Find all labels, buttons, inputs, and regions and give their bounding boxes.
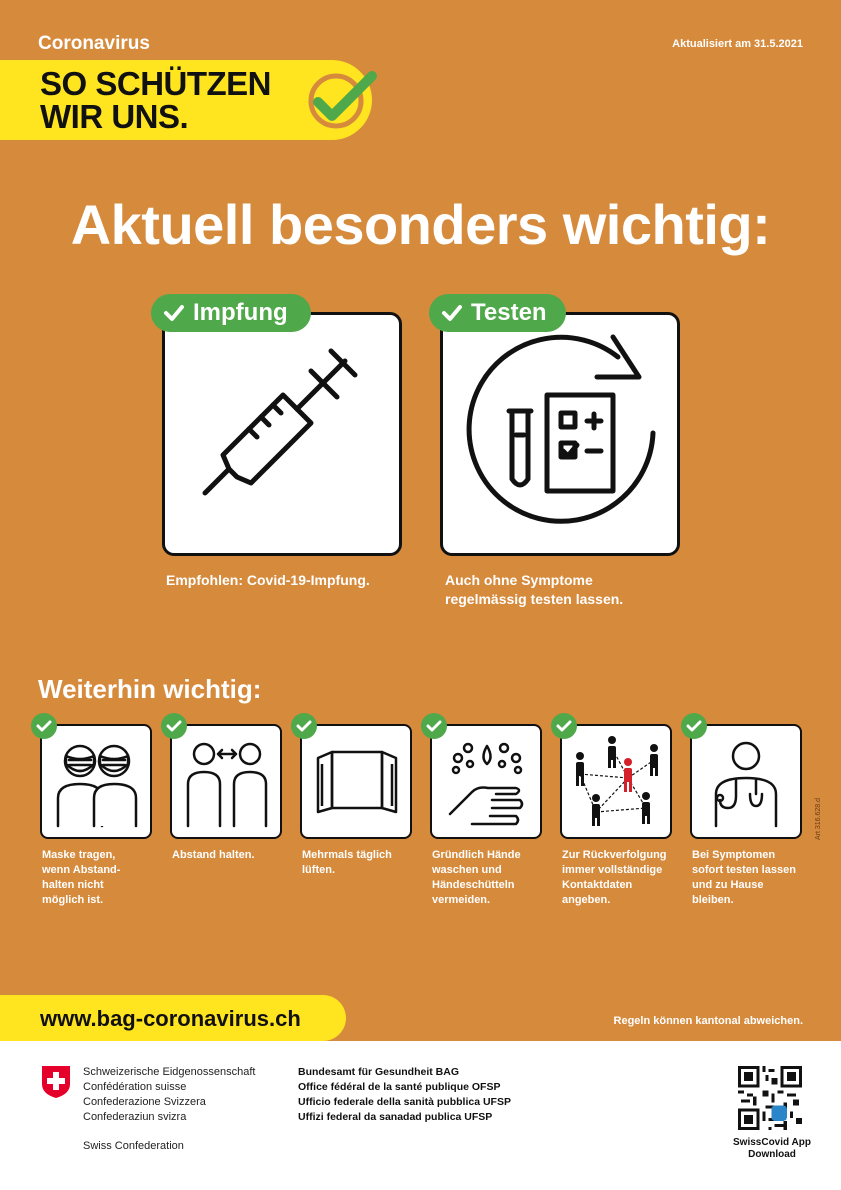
swiss-shield-icon <box>40 1064 72 1100</box>
caption-line: möglich ist. <box>42 894 104 906</box>
topic-label: Coronavirus <box>38 33 150 54</box>
check-badge <box>161 713 187 739</box>
check-badge <box>681 713 707 739</box>
check-badge <box>551 713 577 739</box>
caption-line: bleiben. <box>692 894 734 906</box>
qr-code[interactable] <box>738 1066 802 1130</box>
measure-tile-contact-tracing <box>560 724 672 839</box>
syringe-icon <box>165 315 399 553</box>
checkmark-badge-icon <box>302 66 378 132</box>
caption-line: Abstand halten. <box>172 849 255 861</box>
caption-line: Empfohlen: Covid-19-Impfung. <box>166 572 370 588</box>
caption-line: Mehrmals täglich <box>302 849 392 861</box>
qr-label-line: Download <box>748 1149 796 1160</box>
doctor-icon <box>692 726 800 837</box>
measure-caption-symptoms <box>692 848 817 908</box>
window-icon <box>302 726 410 837</box>
confederation-english: Swiss Confederation <box>83 1140 184 1152</box>
slogan-line-2: WIR UNS. <box>40 98 189 135</box>
confederation-line: Confederazione Svizzera <box>83 1096 206 1108</box>
check-icon <box>166 719 182 733</box>
check-badge <box>421 713 447 739</box>
confederation-names <box>83 1065 255 1125</box>
check-badge <box>31 713 57 739</box>
check-icon <box>296 719 312 733</box>
check-icon <box>556 719 572 733</box>
measure-caption-hand-washing <box>432 848 557 908</box>
office-line: Ufficio federale della sanità pubblica UFSP <box>298 1096 511 1108</box>
caption-line: Zur Rückverfolgung <box>562 849 667 861</box>
updated-date: Aktualisiert am 31.5.2021 <box>672 38 803 50</box>
caption-line: wenn Abstand- <box>42 864 121 876</box>
tag-label: Testen <box>471 299 547 326</box>
caption-line: Bei Symptomen <box>692 849 776 861</box>
distance-icon <box>172 726 280 837</box>
tag-testing <box>429 294 566 332</box>
caption-line: und zu Hause <box>692 879 764 891</box>
article-number: Art 316.628.d <box>815 797 822 840</box>
caption-line: waschen und <box>432 864 502 876</box>
qr-label-line: SwissCovid App <box>733 1137 811 1148</box>
measure-tile-masks <box>40 724 152 839</box>
caption-line: Händeschütteln <box>432 879 515 891</box>
cantonal-rules-note: Regeln können kantonal abweichen. <box>613 1015 803 1027</box>
vaccination-tile <box>162 312 402 556</box>
office-names <box>298 1065 511 1125</box>
measure-caption-contact-tracing <box>562 848 687 908</box>
measure-tile-ventilation <box>300 724 412 839</box>
qr-label <box>722 1137 822 1161</box>
testing-tile <box>440 312 680 556</box>
tag-vaccination <box>151 294 311 332</box>
confederation-line: Confederaziun svizra <box>83 1111 187 1123</box>
caption-line: lüften. <box>302 864 335 876</box>
testing-caption <box>445 571 623 609</box>
measure-tile-hand-washing <box>430 724 542 839</box>
office-line: Bundesamt für Gesundheit BAG <box>298 1066 460 1078</box>
caption-line: regelmässig testen lassen. <box>445 591 624 607</box>
caption-line: sofort testen lassen <box>692 864 796 876</box>
masks-icon <box>42 726 150 837</box>
office-line: Office fédéral de la santé publique OFSP <box>298 1081 501 1093</box>
hand-washing-icon <box>432 726 540 837</box>
measure-tile-distance <box>170 724 282 839</box>
caption-line: vermeiden. <box>432 894 491 906</box>
caption-line: immer vollständige <box>562 864 663 876</box>
check-icon <box>426 719 442 733</box>
measure-tile-symptoms <box>690 724 802 839</box>
check-icon <box>36 719 52 733</box>
check-badge <box>291 713 317 739</box>
caption-line: Kontaktdaten <box>562 879 633 891</box>
caption-line: Gründlich Hände <box>432 849 521 861</box>
contact-tracing-icon <box>562 726 670 837</box>
measure-caption-ventilation <box>302 848 427 878</box>
caption-line: Maske tragen, <box>42 849 116 861</box>
caption-line: Auch ohne Symptome <box>445 572 593 588</box>
measure-caption-masks <box>42 848 167 908</box>
test-kit-icon <box>443 315 677 553</box>
caption-line: halten nicht <box>42 879 104 891</box>
check-icon <box>686 719 702 733</box>
caption-line: angeben. <box>562 894 611 906</box>
vaccination-caption <box>166 571 370 590</box>
measure-caption-distance <box>172 848 297 863</box>
slogan <box>40 67 271 133</box>
headline: Aktuell besonders wichtig: <box>70 193 771 256</box>
slogan-line-1: SO SCHÜTZEN <box>40 65 272 102</box>
tag-label: Impfung <box>193 299 288 326</box>
confederation-line: Confédération suisse <box>83 1081 187 1093</box>
confederation-line: Schweizerische Eidgenossenschaft <box>83 1066 256 1078</box>
check-icon <box>441 304 463 322</box>
website-link[interactable]: www.bag-coronavirus.ch <box>40 1006 301 1031</box>
office-line: Uffizi federal da sanadad publica UFSP <box>298 1111 493 1123</box>
sub-headline: Weiterhin wichtig: <box>38 674 262 704</box>
check-icon <box>163 304 185 322</box>
